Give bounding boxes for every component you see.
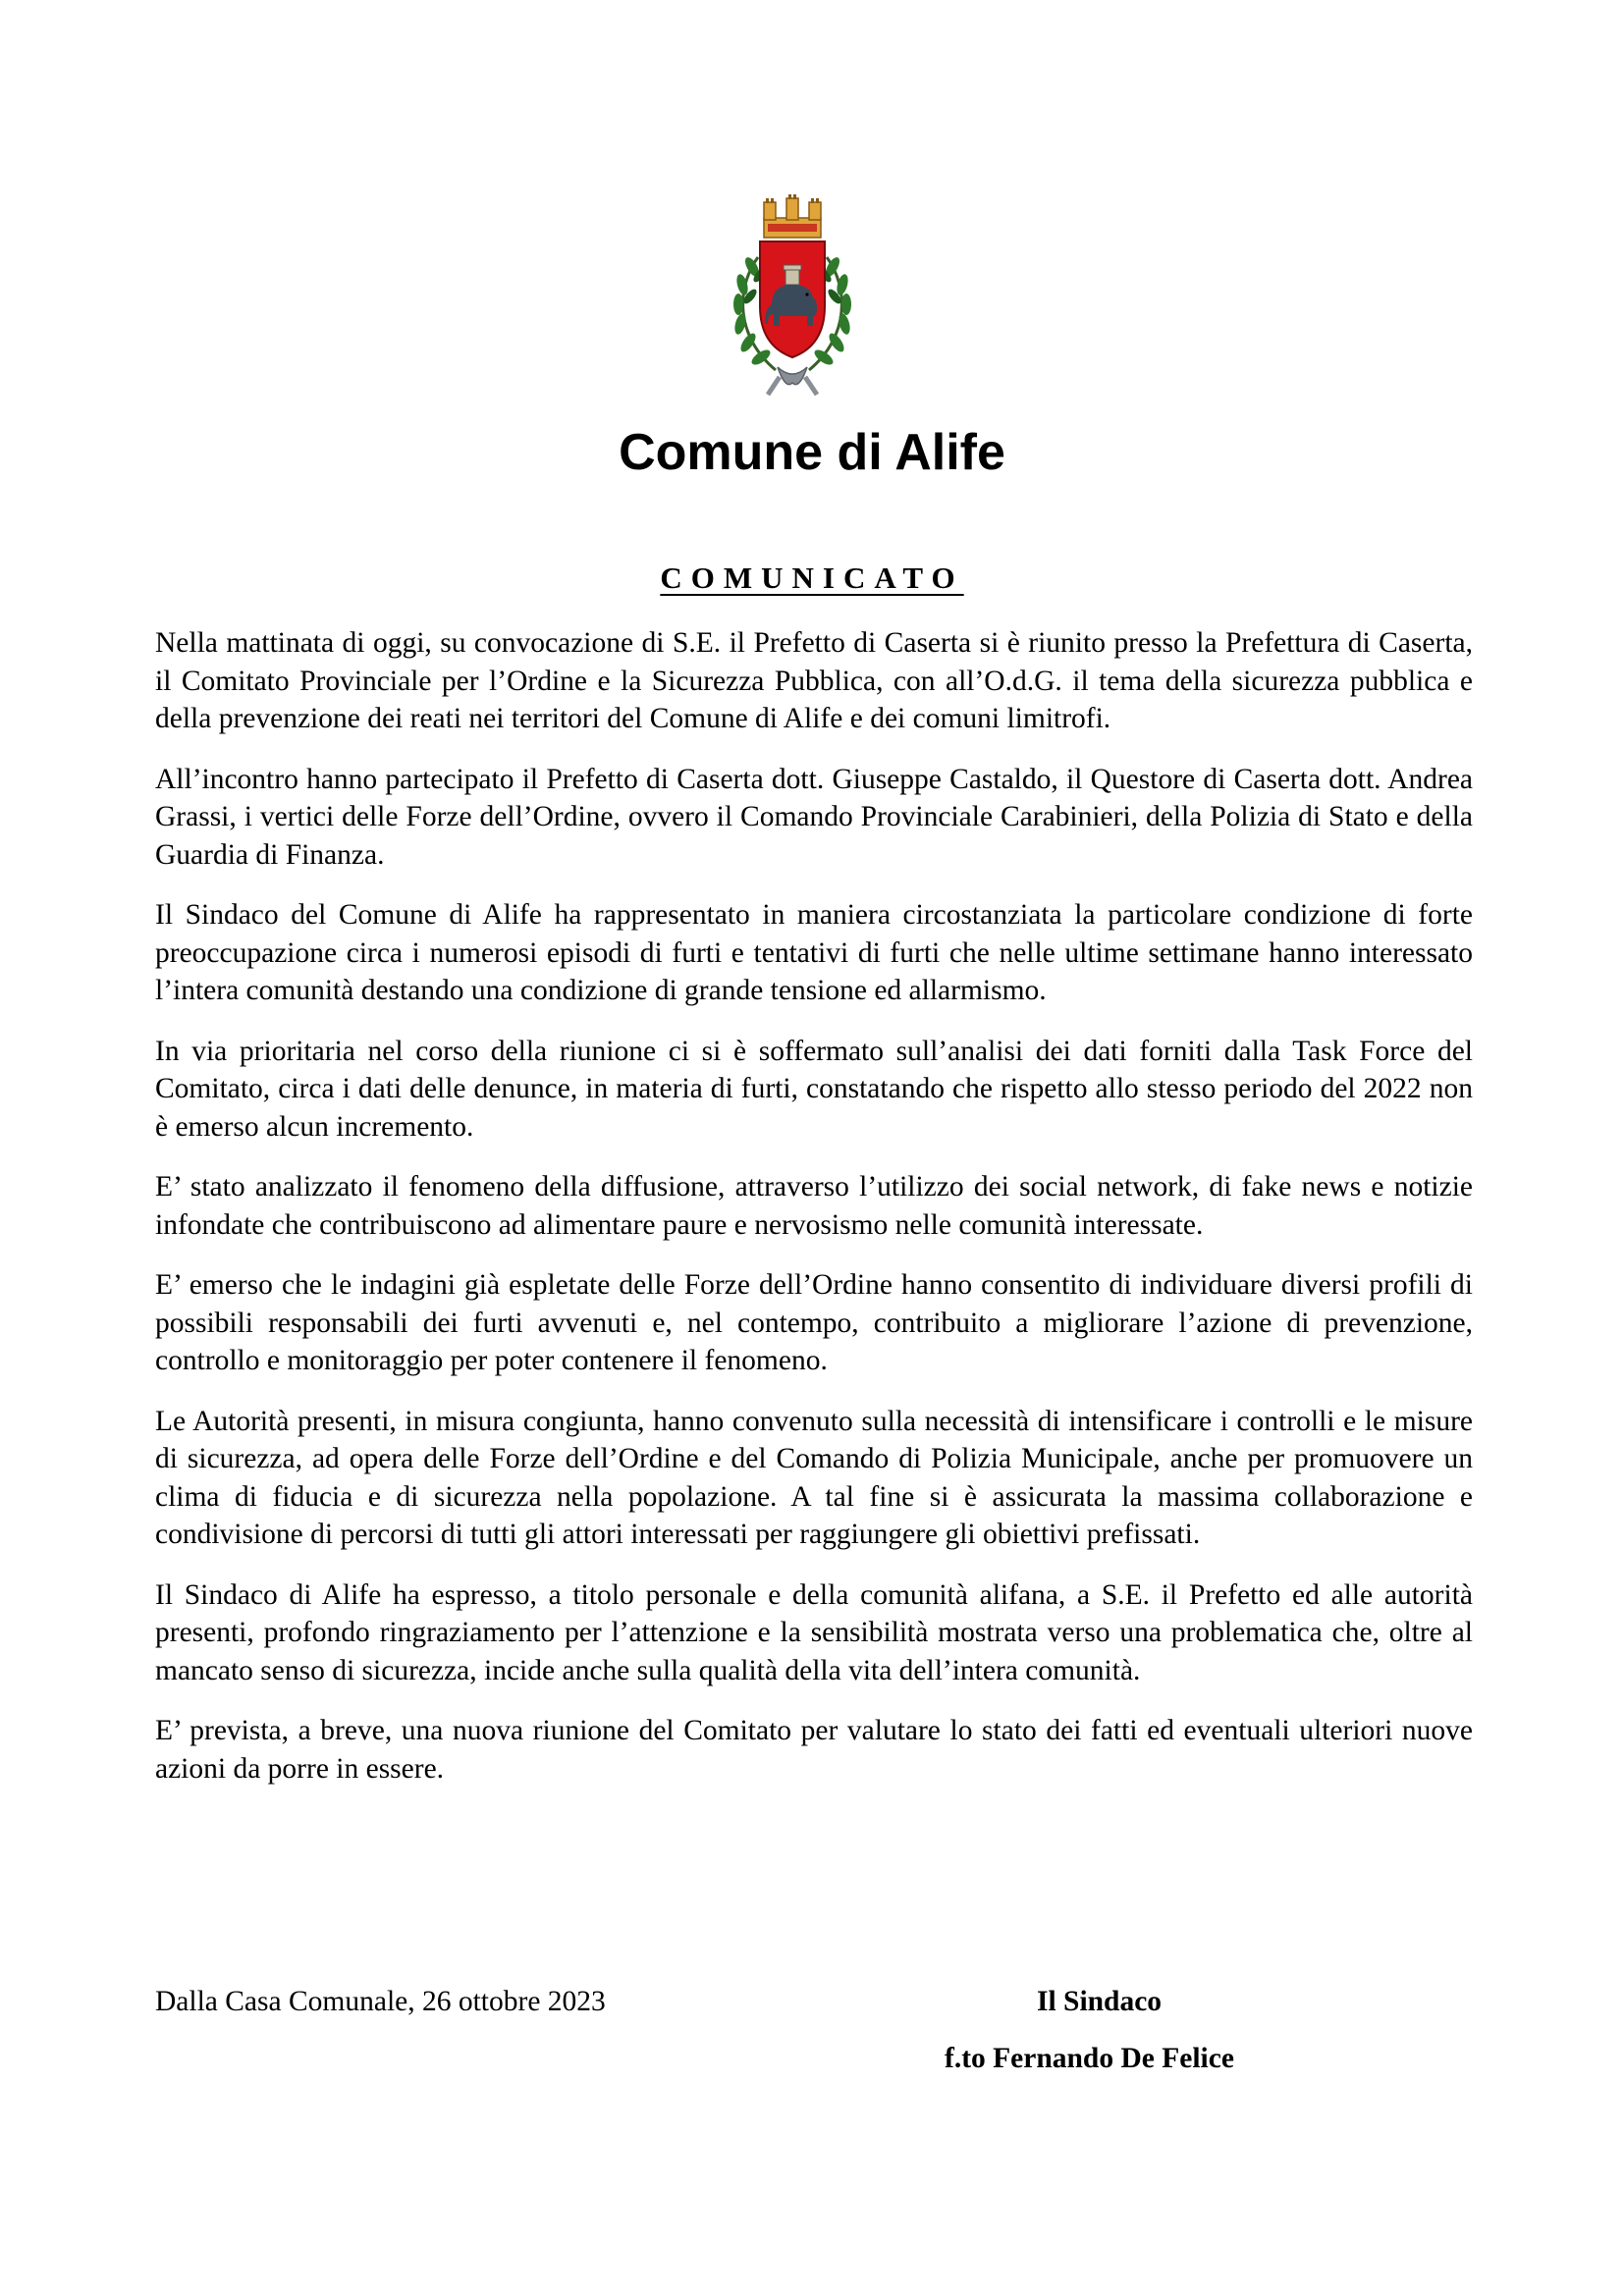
paragraph: Il Sindaco del Comune di Alife ha rappresentato in maniera circostanziata la particolare condizione di forte preoccupazione circa i numerosi episodi di furti e tentativi di furti che nelle ultime settimane hanno interessato l’intera comunità destando una condizione di grande tensione ed allarmismo. [155,899,1473,1006]
ribbon-icon [768,367,817,395]
signer-name: f.to Fernando De Felice [945,2043,1234,2074]
paragraph: Il Sindaco di Alife ha espresso, a titolo personale e della comunità alifana, a S.E. il Prefetto ed alle autorità presenti, profondo ringraziamento per l’attenzione e la sensibilità mostrata verso una problematica che, oltre al mancato senso di sicurezza, incide anche sulla qualità della vita dell’intera comunità. [155,1578,1473,1686]
paragraph: Nella mattinata di oggi, su convocazione di S.E. il Prefetto di Caserta si è riunito presso la Prefettura di Caserta, il Comitato Provinciale per l’Ordine e la Sicurezza Pubblica, con all’O.d.G. il tema della sicurezza pubblica e della prevenzione dei reati nei territori del Comune di Alife e dei comuni limitrofi. [155,627,1473,734]
signer-title: Il Sindaco [1037,1986,1163,2017]
paragraph: Le Autorità presenti, in misura congiunta, hanno convenuto sulla necessità di intensificare i controlli e le misure di sicurezza, ad opera delle Forze dell’Ordine e del Comando di Polizia Municipale, anche per promuovere un clima di fiducia e di sicurezza nella popolazione. A tal fine si è assicurata la massima collaborazione e condivisione di percorsi di tutti gli attori interessati per raggiungere gli obiettivi prefissati. [155,1405,1473,1550]
document-heading [0,560,1624,596]
municipal-coat-of-arms [729,188,856,398]
paragraph: All’incontro hanno partecipato il Prefetto di Caserta dott. Giuseppe Castaldo, il Questore di Caserta dott. Andrea Grassi, i vertici delle Forze dell’Ordine, ovvero il Comando Provinciale Carabinieri, della Polizia di Stato e della Guardia di Finanza. [155,763,1473,871]
place-and-date: Dalla Casa Comunale, 26 ottobre 2023 [155,1986,606,2017]
paragraph: E’ stato analizzato il fenomeno della diffusione, attraverso l’utilizzo dei social network, di fake news e notizie infondate che contribuiscono ad alimentare paure e nervosismo nelle comunità interessate. [155,1171,1473,1241]
paragraph: E’ prevista, a breve, una nuova riunione del Comitato per valutare lo stato dei fatti ed eventuali ulteriori nuove azioni da porre in essere. [155,1715,1473,1785]
paragraph: In via prioritaria nel corso della riunione ci si è soffermato sull’analisi dei dati forniti dalla Task Force del Comitato, circa i dati delle denunce, in materia di furti, constatando che rispetto allo stesso periodo del 2022 non è emerso alcun incremento. [155,1035,1473,1143]
town-name: Comune di Alife [619,424,1005,481]
document-heading-text: COMUNICATO [660,561,964,595]
shield-icon [760,241,825,357]
communique-body [155,624,1473,1810]
crown-icon [764,194,821,238]
paragraph: E’ emerso che le indagini già espletate delle Forze dell’Ordine hanno consentito di individuare diversi profili di possibili responsabili dei furti avvenuti e, nel contempo, contribuito a migliorare l’azione di prevenzione, controllo e monitoraggio per poter contenere il fenomeno. [155,1269,1473,1376]
